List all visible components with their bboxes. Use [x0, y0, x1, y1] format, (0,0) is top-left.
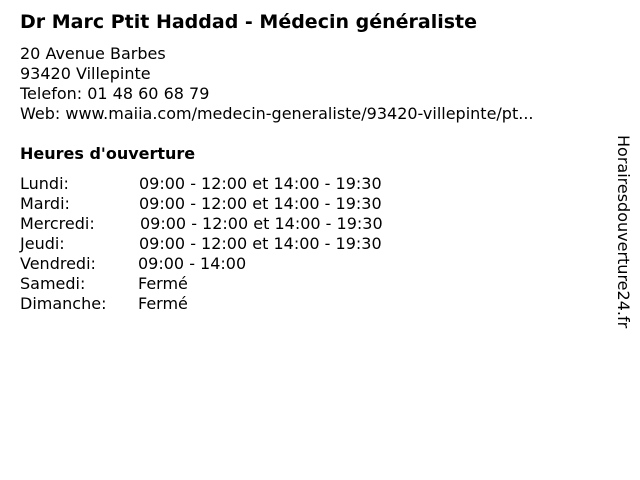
city-postcode: 93420 Villepinte — [20, 64, 151, 83]
day-hours: 09:00 - 12:00 et 14:00 - 19:30 — [139, 174, 382, 193]
day-hours: 09:00 - 12:00 et 14:00 - 19:30 — [140, 214, 383, 233]
day-label: Lundi: — [20, 174, 69, 193]
day-label: Dimanche: — [20, 294, 107, 313]
day-label: Mardi: — [20, 194, 70, 213]
day-hours: 09:00 - 12:00 et 14:00 - 19:30 — [139, 234, 382, 253]
day-label: Jeudi: — [20, 234, 65, 253]
website-link[interactable]: Web: www.maiia.com/medecin-generaliste/93420-villepinte/pt... — [20, 104, 534, 123]
page-title: Dr Marc Ptit Haddad - Médecin généraliste — [20, 11, 478, 33]
day-hours: 09:00 - 14:00 — [138, 254, 247, 273]
opening-hours-heading: Heures d'ouverture — [20, 144, 196, 163]
day-label: Mercredi: — [20, 214, 95, 233]
day-label: Samedi: — [20, 274, 86, 293]
phone-number: Telefon: 01 48 60 68 79 — [20, 84, 210, 103]
day-hours: Fermé — [138, 294, 188, 313]
street-address: 20 Avenue Barbes — [20, 44, 166, 63]
site-watermark: Horairesdouverture24.fr — [614, 135, 633, 329]
day-label: Vendredi: — [20, 254, 96, 273]
day-hours: 09:00 - 12:00 et 14:00 - 19:30 — [139, 194, 382, 213]
address-block — [20, 44, 533, 124]
day-hours: Fermé — [138, 274, 188, 293]
